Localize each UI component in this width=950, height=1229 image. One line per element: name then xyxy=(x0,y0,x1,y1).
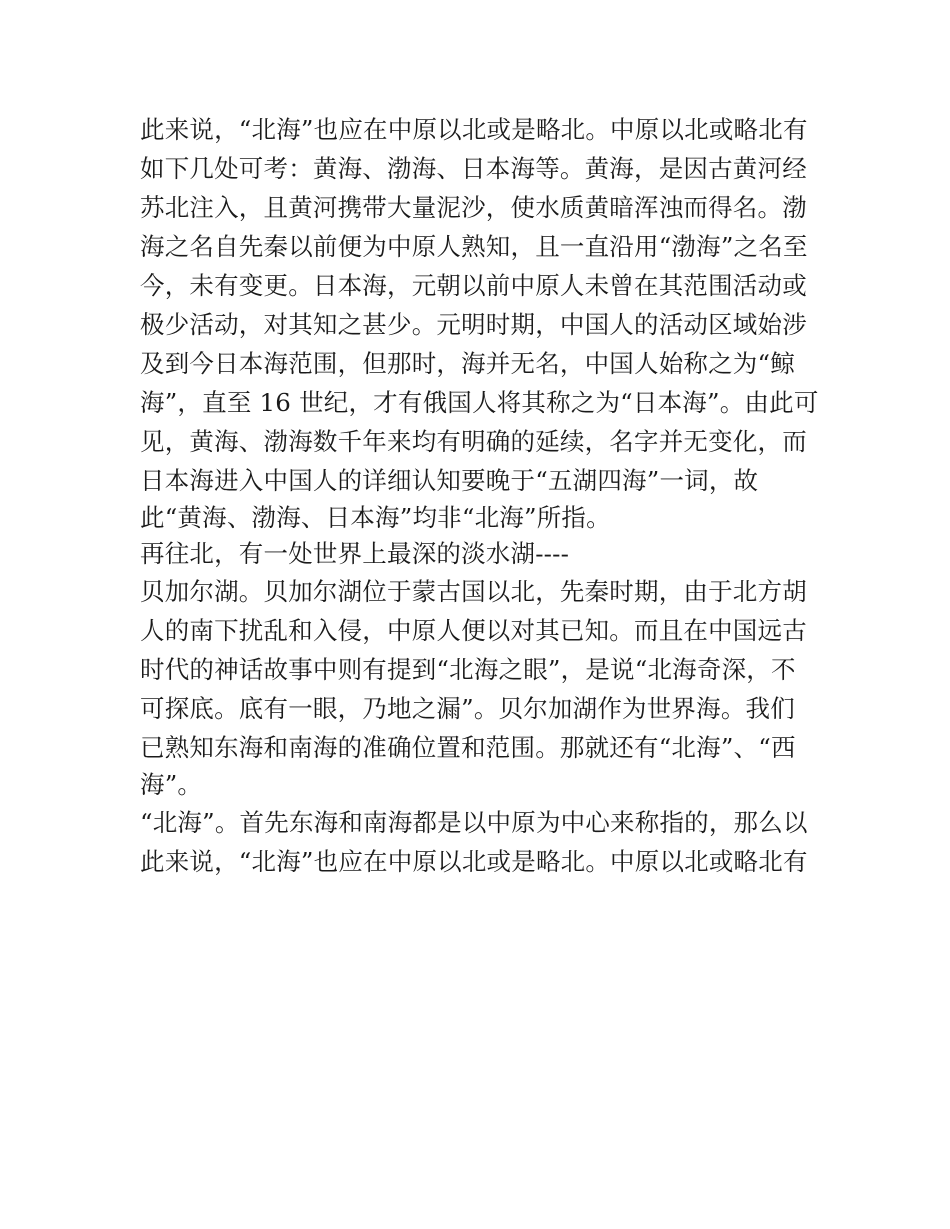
text-line-8: 海”，直至 16 世纪，才有俄国人将其称之为“日本海”。由此可 xyxy=(140,388,819,417)
document-body xyxy=(140,110,820,881)
text-line-3: 苏北注入，且黄河携带大量泥沙，使水质黄暗浑浊而得名。渤 xyxy=(140,193,807,222)
text-line-14: 人的南下扰乱和入侵，中原人便以对其已知。而且在中国远古 xyxy=(140,616,807,645)
text-line-15: 时代的神话故事中则有提到“北海之眼”，是说“北海奇深，不 xyxy=(140,655,796,684)
text-line-18: 海”。 xyxy=(140,770,203,799)
text-line-10: 日本海进入中国人的详细认知要晚于“五湖四海”一词，故 xyxy=(140,466,759,495)
text-line-4: 海之名自先秦以前便为中原人熟知，且一直沿用“渤海”之名至 xyxy=(140,232,808,261)
text-line-5: 今，未有变更。日本海，元朝以前中原人未曾在其范围活动或 xyxy=(140,271,807,300)
text-line-16: 可探底。底有一眼，乃地之漏”。贝尔加湖作为世界海。我们 xyxy=(140,694,795,723)
text-line-6: 极少活动，对其知之甚少。元明时期，中国人的活动区域始涉 xyxy=(140,310,807,339)
text-line-13: 贝加尔湖。贝加尔湖位于蒙古国以北，先秦时期，由于北方胡 xyxy=(140,577,807,606)
text-line-12: 再往北，有一处世界上最深的淡水湖---- xyxy=(140,539,570,568)
text-line-9: 见，黄海、渤海数千年来均有明确的延续，名字并无变化，而 xyxy=(140,427,807,456)
text-line-17: 已熟知东海和南海的准确位置和范围。那就还有“北海”、“西 xyxy=(140,733,796,762)
text-line-11: 此“黄海、渤海、日本海”均非“北海”所指。 xyxy=(140,503,611,532)
text-line-7: 及到今日本海范围，但那时，海并无名，中国人始称之为“鲸 xyxy=(140,349,795,378)
text-line-2: 如下几处可考：黄海、渤海、日本海等。黄海，是因古黄河经 xyxy=(140,154,807,183)
text-line-20: 此来说，“北海”也应在中原以北或是略北。中原以北或略北有 xyxy=(140,847,808,876)
text-line-19: “北海”。首先东海和南海都是以中原为中心来称指的，那么以 xyxy=(140,808,808,837)
text-line-1: 此来说，“北海”也应在中原以北或是略北。中原以北或略北有 xyxy=(140,115,808,144)
